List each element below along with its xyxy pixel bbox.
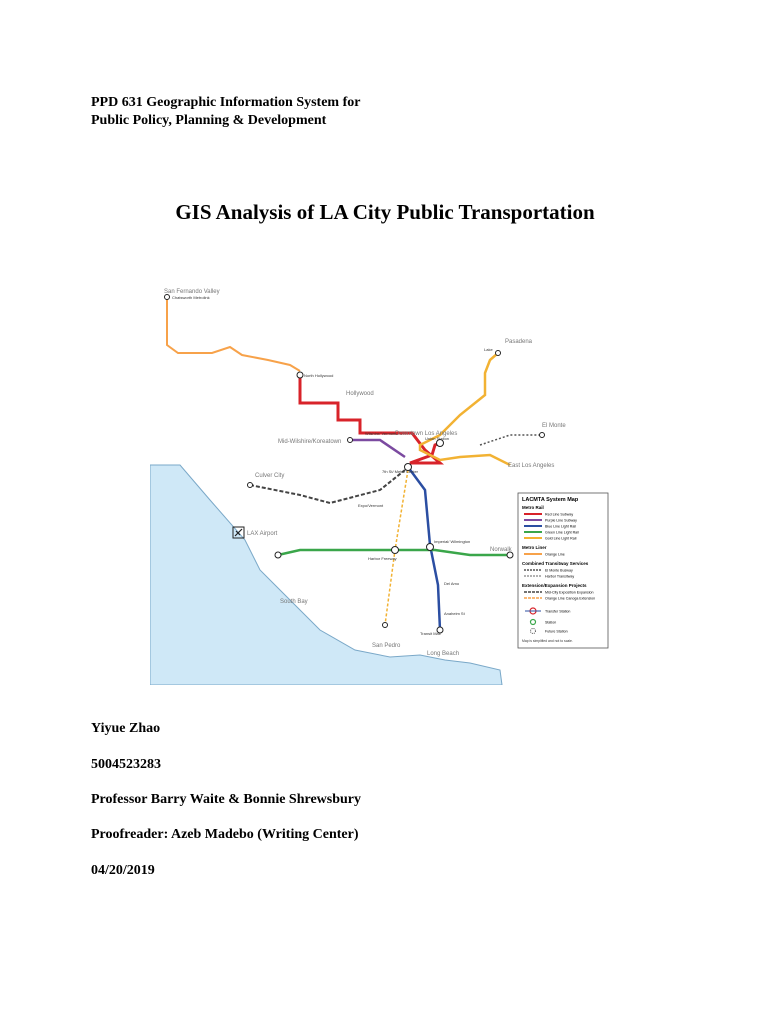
- legend-purple: Purple Line Subway: [545, 518, 577, 523]
- label-lax: LAX Airport: [247, 531, 278, 537]
- station-dot: [540, 433, 545, 438]
- label-mid-wilshire: Mid-Wilshire/Koreatown: [278, 439, 342, 445]
- legend-title: LACMTA System Map: [522, 497, 579, 503]
- map-svg: [150, 285, 615, 685]
- station-dot: [427, 544, 434, 551]
- metro-system-map: [150, 285, 615, 685]
- legend-metro-liner: Metro Liner: [522, 545, 547, 550]
- label-7th-metro: 7th St/ Metro Center: [382, 469, 419, 474]
- label-transit-mall: Transit Mall: [420, 631, 441, 636]
- label-lake: Lake: [484, 347, 493, 352]
- station-dot: [348, 438, 353, 443]
- document-title: GIS Analysis of LA City Public Transportation: [175, 200, 595, 224]
- legend-station: Station: [545, 620, 557, 625]
- label-east-la: East Los Angeles: [508, 463, 555, 469]
- course-line-2: Public Policy, Planning & Development: [91, 113, 327, 128]
- label-el-monte: El Monte: [542, 423, 566, 429]
- legend-orange: Orange Line: [545, 552, 565, 557]
- label-pasadena: Pasadena: [505, 339, 533, 345]
- legend-orange-ext: Orange Line Canoga Extension: [545, 596, 596, 601]
- station-dot: [275, 552, 281, 558]
- legend-transitway: Combined Transitway Services: [522, 561, 589, 566]
- busway-line: [480, 435, 542, 445]
- label-chatsworth: Chatsworth Metrolink: [172, 295, 210, 300]
- date: 04/20/2019: [91, 863, 155, 878]
- map-legend: [518, 493, 608, 648]
- label-wilshire-vermont: Wilshire/ Vermont: [365, 431, 397, 436]
- station-dot: [496, 351, 501, 356]
- label-south-bay: South Bay: [280, 599, 308, 605]
- legend-extension: Extension/Expansion Projects: [522, 583, 587, 588]
- student-id: 5004523283: [91, 757, 161, 772]
- label-culver-city: Culver City: [255, 473, 285, 479]
- orange-line: [167, 297, 300, 371]
- label-del-amo: Del Amo: [444, 581, 460, 586]
- label-hollywood: Hollywood: [346, 391, 374, 397]
- label-union-station: Union Station: [425, 436, 450, 441]
- legend-blue: Blue Line Light Rail: [545, 524, 576, 529]
- label-willowbrook: Imperial/ Wilmington: [434, 539, 471, 544]
- label-harbor-fwy: Harbor Freeway: [368, 556, 397, 561]
- professors: Professor Barry Waite & Bonnie Shrewsbury: [91, 792, 362, 807]
- label-norwalk: Norwalk: [490, 547, 512, 553]
- station-dot: [165, 295, 170, 300]
- purple-line: [350, 440, 405, 457]
- legend-expo-ext: Mid-City Exposition Expansion: [545, 590, 594, 595]
- legend-el-monte-busway: El Monte Busway: [545, 568, 573, 573]
- course-heading: [91, 94, 360, 130]
- label-anaheim: Anaheim St: [444, 611, 465, 616]
- station-dot: [392, 547, 399, 554]
- label-north-hollywood: North Hollywood: [304, 373, 334, 378]
- legend-future: Future Station: [545, 629, 568, 634]
- station-dot: [297, 372, 303, 378]
- label-san-fernando-valley: San Fernando Valley: [164, 289, 220, 295]
- proofreader: Proofreader: Azeb Madebo (Writing Center): [91, 827, 359, 842]
- legend-note: Map is simplified and not to scale.: [522, 639, 573, 643]
- label-downtown: Downtown Los Angeles: [395, 431, 458, 437]
- station-dot: [248, 483, 253, 488]
- legend-harbor-transitway: Harbor Transitway: [545, 574, 575, 579]
- blue-line: [408, 467, 440, 630]
- legend-metro-rail: Metro Rail: [522, 505, 544, 510]
- legend-red: Red Line Subway: [545, 512, 574, 517]
- station-dot: [383, 623, 388, 628]
- author-name: Yiyue Zhao: [91, 721, 161, 736]
- label-long-beach: Long Beach: [427, 651, 460, 657]
- legend-gold: Gold Line Light Rail: [545, 536, 577, 541]
- legend-green: Green Line Light Rail: [545, 530, 579, 535]
- label-expo-vermont: Expo/Vermont: [358, 503, 384, 508]
- course-line-1: PPD 631 Geographic Information System for: [91, 95, 361, 110]
- label-san-pedro: San Pedro: [372, 643, 401, 649]
- legend-transfer: Transfer Station: [545, 609, 571, 614]
